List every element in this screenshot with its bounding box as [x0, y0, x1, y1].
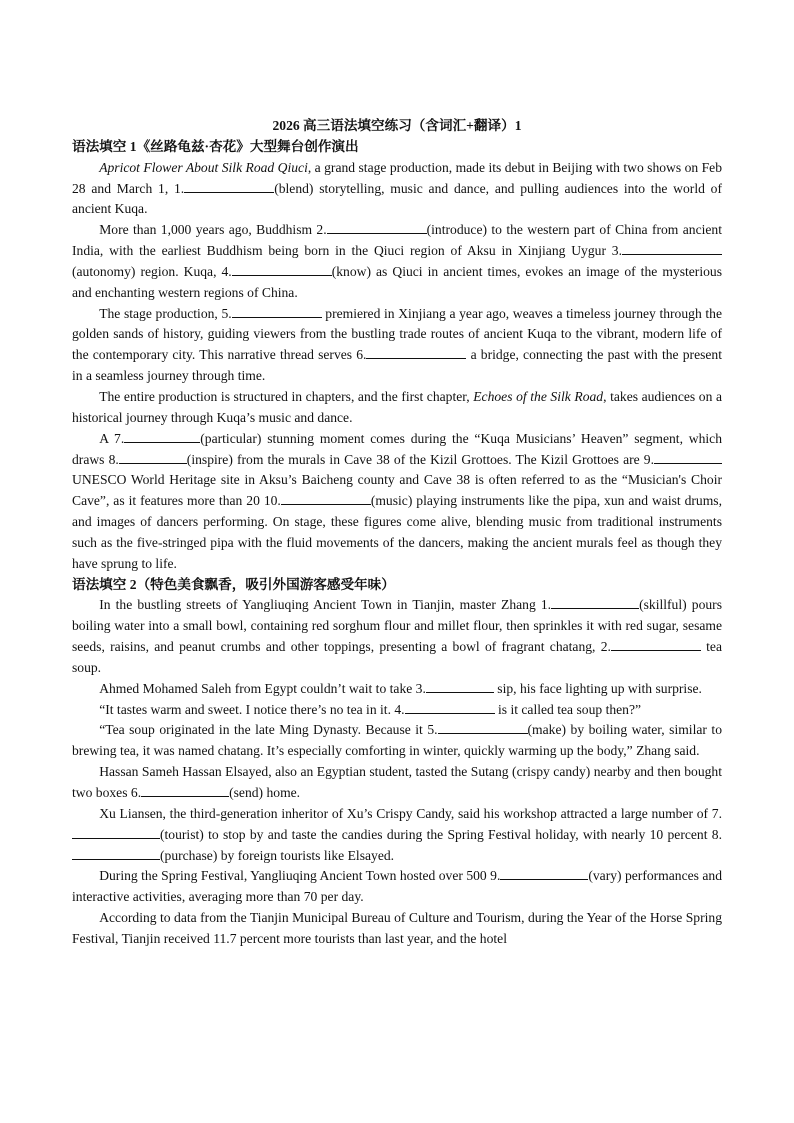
answer-blank-9[interactable] [654, 450, 722, 464]
answer-blank-5[interactable] [232, 304, 322, 318]
s1-paragraph-2: More than 1,000 years ago, Buddhism 2. (introduce) to the western part of China from ancient India, with the earliest Buddhism being born in the Qiuci region of Aksu in Xinjiang Uygur 3.(autonomy) region. Kuqa, 4. (know) as Qiuci in ancient times, evokes an image of the mysterious and enchanting western regions of China. [72, 222, 722, 300]
section-1-heading: 语法填空 1《丝路龟兹·杏花》大型舞台创作演出 [72, 138, 359, 154]
answer-blank-2[interactable] [327, 220, 427, 234]
answer-blank-4[interactable] [405, 700, 495, 714]
answer-blank-8[interactable] [72, 846, 160, 860]
s1-paragraph-5: A 7. (particular) stunning moment comes during the “Kuqa Musicians’ Heaven” segment, which draws 8. (inspire) from the murals in Cave 38 of the Kizil Grottoes. The Kizil Grottoes are 9. UNESCO World Heritage site in Aksu’s Baicheng county and Cave 38 is often referred to as the “Musician's Choir Cave”, as it features more than 20 10. (music) playing instruments like the pipa, xun and waist drums, and images of dancers performing. On stage, these figures come alive, blending music from traditional instruments such as the five-stringed pipa with the fluid movements of the dancers, making the ancient murals feel as though they have sprung to life. [72, 430, 722, 571]
s2-paragraph-2: Ahmed Mohamed Saleh from Egypt couldn’t wait to take 3. sip, his face lighting up with surprise. [99, 680, 702, 696]
s2-paragraph-5: Hassan Sameh Hassan Elsayed, also an Egyptian student, tasted the Sutang (crispy candy) nearby and then bought two boxes 6. (send) home. [72, 764, 722, 800]
section-2-heading: 语法填空 2（特色美食飘香，吸引外国游客感受年味） [72, 576, 395, 592]
answer-blank-1[interactable] [184, 179, 274, 193]
s2-paragraph-3: “It tastes warm and sweet. I notice there’s no tea in it. 4. is it called tea soup then?” [99, 701, 642, 717]
answer-blank-10[interactable] [281, 491, 371, 505]
answer-blank-6[interactable] [366, 345, 466, 359]
answer-blank-7[interactable] [72, 825, 160, 839]
work-title: Apricot Flower About Silk Road Qiuci [99, 159, 308, 175]
s2-paragraph-4: “Tea soup originated in the late Ming Dynasty. Because it 5. (make) by boiling water, similar to brewing tea, it was named chatang. It’s especially comforting in winter, quickly warming up the body,” Zhang said. [72, 722, 722, 759]
chapter-title: Echoes of the Silk Road [473, 388, 604, 404]
s2-paragraph-6: Xu Liansen, the third-generation inheritor of Xu’s Crispy Candy, said his workshop attracted a large number of 7.(tourist) to stop by and taste the candies during the Spring Festival holiday, with nearly 10 percent 8.(purchase) by foreign tourists like Elsayed. [72, 804, 722, 867]
answer-blank-5[interactable] [438, 720, 528, 734]
answer-blank-6[interactable] [141, 783, 229, 797]
s1-paragraph-4: The entire production is structured in chapters, and the first chapter, Echoes of the Silk Road, takes audiences on a historical journey through Kuqa’s music and dance. [72, 388, 722, 425]
answer-blank-3[interactable] [622, 241, 722, 255]
worksheet-page [72, 116, 722, 950]
s2-paragraph-8: According to data from the Tianjin Municipal Bureau of Culture and Tourism, during the Year of the Horse Spring Festival, Tianjin received 11.7 percent more tourists than last year, and the hotel [72, 910, 722, 946]
s1-paragraph-1: Apricot Flower About Silk Road Qiuci, a grand stage production, made its debut in Beijing with two shows on Feb 28 and March 1, 1. (blend) storytelling, music and dance, and pulling audiences into the world of ancient Kuqa. [72, 159, 722, 217]
page-title: 2026 高三语法填空练习（含词汇+翻译）1 [272, 118, 522, 133]
answer-blank-4[interactable] [232, 262, 332, 276]
s2-paragraph-1: In the bustling streets of Yangliuqing Ancient Town in Tianjin, master Zhang 1. (skillful) pours boiling water into a small bowl, containing red sorghum flour and millet flour, then sprinkles it with red sugar, sesame seeds, raisins, and peanut crumbs and other toppings, presenting a bowl of fragrant chatang, 2. tea soup. [72, 597, 722, 675]
s1-paragraph-3: The stage production, 5. premiered in Xinjiang a year ago, weaves a timeless journey through the golden sands of history, guiding viewers from the bustling trade routes of ancient Kuqa to the vibrant, modern life of the contemporary city. This narrative thread serves 6. a bridge, connecting the past with the present in a seamless journey through time. [72, 305, 722, 384]
answer-blank-8[interactable] [119, 450, 187, 464]
answer-blank-7[interactable] [124, 429, 200, 443]
answer-blank-2[interactable] [611, 637, 701, 651]
answer-blank-9[interactable] [500, 866, 588, 880]
answer-blank-3[interactable] [426, 679, 494, 693]
answer-blank-1[interactable] [551, 595, 639, 609]
s2-paragraph-7: During the Spring Festival, Yangliuqing Ancient Town hosted over 500 9. (vary) performances and interactive activities, averaging more than 70 per day. [72, 868, 722, 905]
